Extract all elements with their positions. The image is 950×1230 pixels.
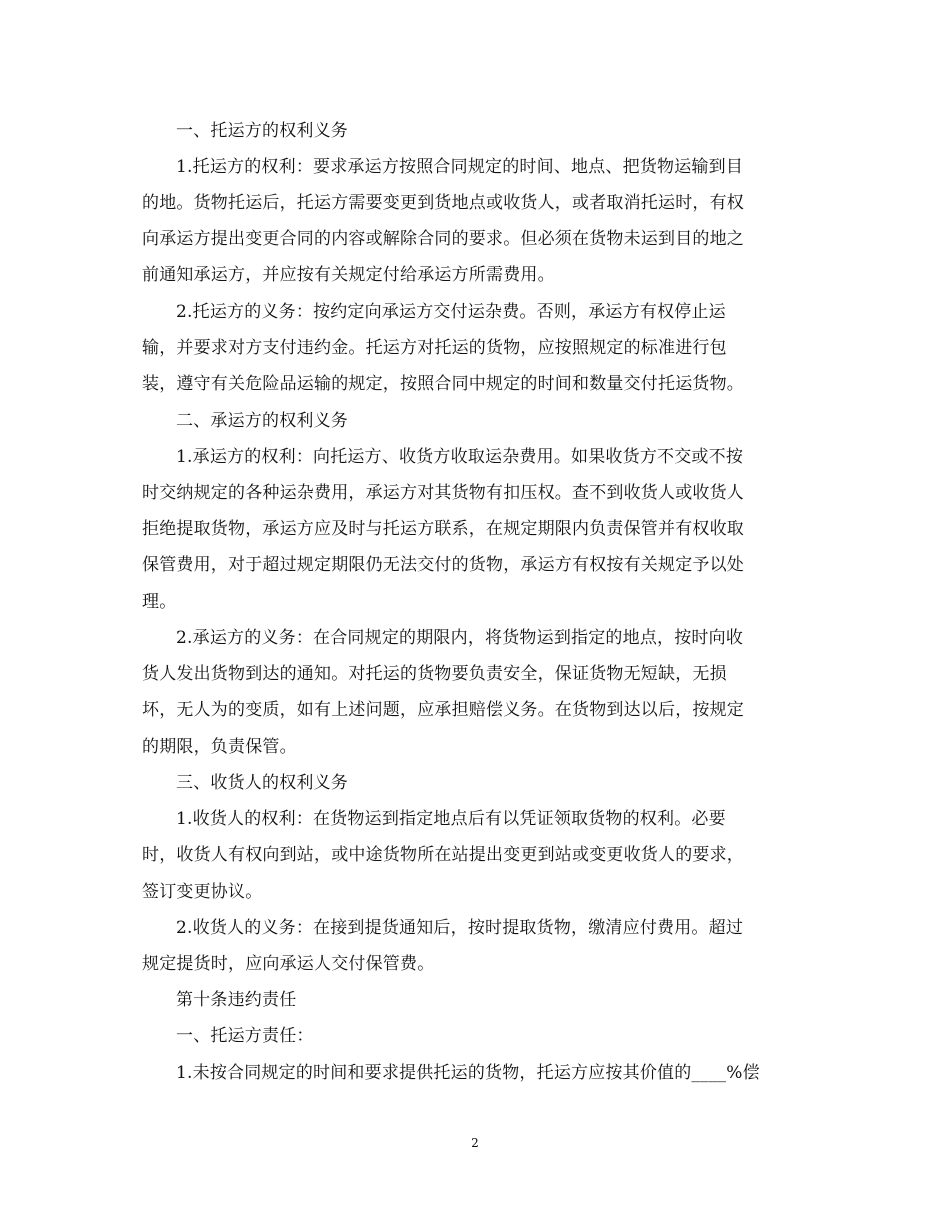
paragraph-line: 1.承运方的权利：向托运方、收货方收取运杂费用。如果收货方不交或不按	[176, 447, 744, 467]
paragraph-line: 1.收货人的权利：在货物运到指定地点后有以凭证领取货物的权利。必要	[176, 809, 726, 829]
paragraph-line: 2.托运方的义务：按约定向承运方交付运杂费。否则，承运方有权停止运	[176, 302, 726, 322]
paragraph-line: 装，遵守有关危险品运输的规定，按照合同中规定的时间和数量交付托运货物。	[142, 374, 744, 394]
paragraph-line: 的期限，负责保管。	[142, 737, 297, 757]
page-number: 2	[471, 1136, 479, 1150]
paragraph-line: 的地。货物托运后，托运方需要变更到货地点或收货人，或者取消托运时，有权	[142, 193, 744, 213]
paragraph-line: 2.承运方的义务：在合同规定的期限内，将货物运到指定的地点，按时向收	[176, 628, 744, 648]
paragraph-line: 时交纳规定的各种运杂费用，承运方对其货物有扣压权。查不到收货人或收货人	[142, 483, 744, 503]
paragraph-line: 拒绝提取货物，承运方应及时与托运方联系，在规定期限内负责保管并有权收取	[142, 519, 744, 539]
paragraph-line: 2.收货人的义务：在接到提货通知后，按时提取货物，缴清应付费用。超过	[176, 918, 744, 938]
paragraph-line: 1.托运方的权利：要求承运方按照合同规定的时间、地点、把货物运输到目	[176, 157, 744, 177]
heading-shipper-rights: 一、托运方的权利义务	[176, 121, 348, 141]
paragraph-line: 坏，无人为的变质，如有上述问题，应承担赔偿义务。在货物到达以后，按规定	[142, 700, 744, 720]
paragraph-line: 签订变更协议。	[142, 882, 263, 902]
paragraph-line: 保管费用，对于超过规定期限仍无法交付的货物，承运方有权按有关规定予以处	[142, 555, 744, 575]
paragraph-line: 货人发出货物到达的通知。对托运的货物要负责安全，保证货物无短缺，无损	[142, 664, 727, 684]
paragraph-line: 1.未按合同规定的时间和要求提供托运的货物，托运方应按其价值的____%偿	[176, 1063, 760, 1083]
paragraph-line: 理。	[142, 592, 177, 612]
heading-carrier-rights: 二、承运方的权利义务	[176, 411, 348, 431]
heading-shipper-liability: 一、托运方责任：	[176, 1026, 314, 1046]
heading-consignee-rights: 三、收货人的权利义务	[176, 773, 348, 793]
paragraph-line: 前通知承运方，并应按有关规定付给承运方所需费用。	[142, 265, 555, 285]
paragraph-line: 规定提货时，应向承运人交付保管费。	[142, 954, 435, 974]
paragraph-line: 输，并要求对方支付违约金。托运方对托运的货物，应按照规定的标准进行包	[142, 338, 727, 358]
paragraph-line: 向承运方提出变更合同的内容或解除合同的要求。但必须在货物未运到目的地之	[142, 229, 744, 249]
heading-article-ten: 第十条违约责任	[176, 990, 297, 1010]
paragraph-line: 时，收货人有权向到站，或中途货物所在站提出变更到站或变更收货人的要求，	[142, 845, 744, 865]
